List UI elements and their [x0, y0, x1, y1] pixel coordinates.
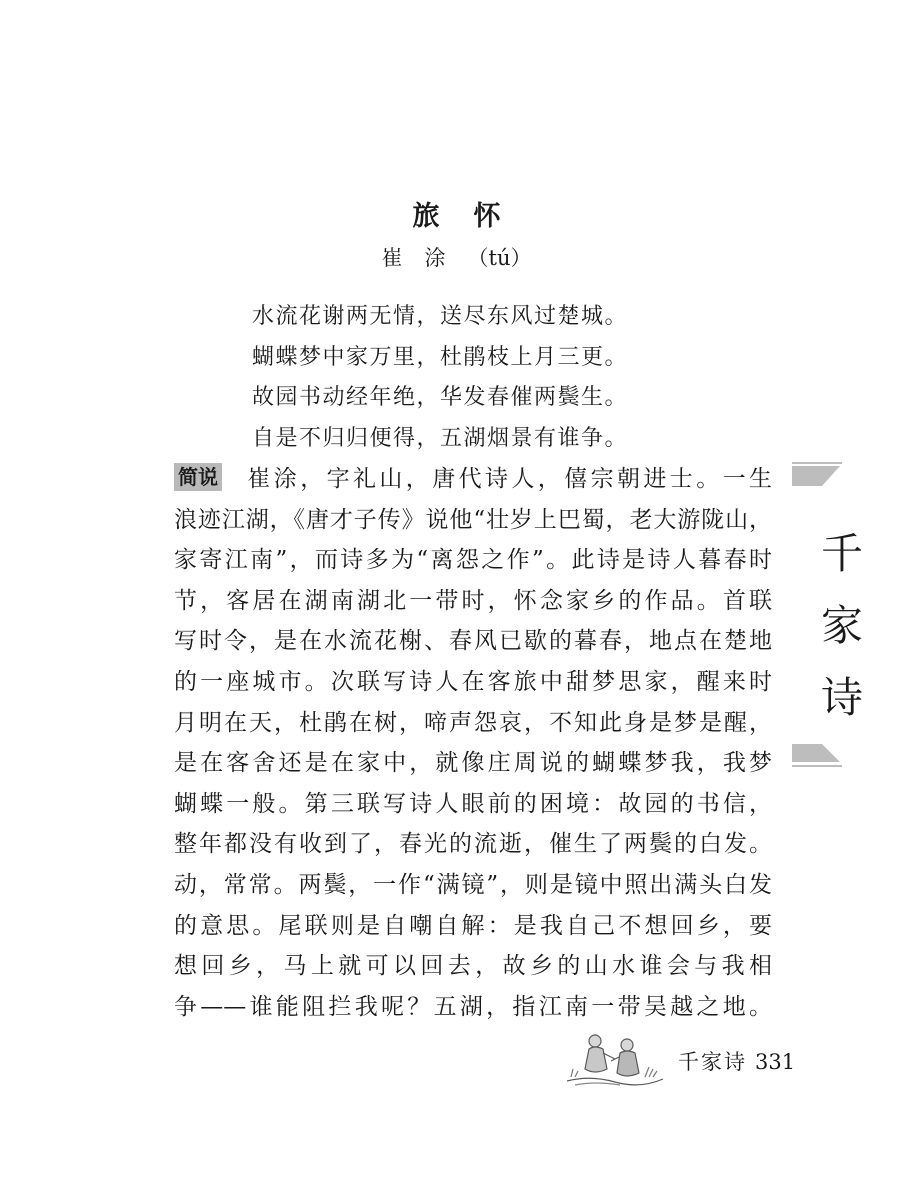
commentary-row: 争——谁能阻拦我呢？五湖，指江南一带吴越之地。	[174, 993, 772, 1020]
side-tab-label	[792, 518, 892, 734]
poem-line: 自是不归归便得，五湖烟景有谁争。	[252, 425, 629, 451]
author-reading: （tú）	[467, 246, 532, 270]
side-tab	[792, 462, 913, 767]
poem-line: 蝴蝶梦中家万里，杜鹃枝上月三更。	[252, 344, 629, 370]
commentary-row: 节，客居在湖南湖北一带时，怀念家乡的作品。首联	[174, 587, 772, 614]
poem-line: 水流花谢两无情，送尽东风过楚城。	[252, 304, 629, 329]
commentary-row: 月明在天，杜鹃在树，啼声怨哀，不知此身是梦是醒，	[174, 709, 772, 736]
poem-author	[0, 243, 913, 273]
poem-title: 旅怀	[412, 201, 535, 232]
side-tab-char: 家	[820, 601, 863, 650]
footer-book-title: 千家诗	[678, 1050, 747, 1074]
commentary-text: 崔涂，字礼山，唐代诗人，僖宗朝进士。一生	[244, 466, 772, 492]
commentary-badge: 简说	[174, 463, 222, 491]
author-name: 崔涂	[381, 246, 468, 270]
page-number: 331	[755, 1050, 796, 1074]
two-scholars-illustration-icon	[565, 1027, 665, 1087]
poem-body	[252, 297, 682, 459]
commentary-row: 动，常常。两鬓，一作“满镜”，则是镜中照出满头白发	[174, 871, 772, 898]
commentary-row: 写时令，是在水流花榭、春风已歇的暮春，地点在楚地	[174, 628, 772, 655]
commentary-row: 是在客舍还是在家中，就像庄周说的蝴蝶梦我，我梦	[174, 750, 772, 777]
commentary-row: 浪迹江湖，《唐才子传》说他“壮岁上巴蜀，老大游陇山，	[174, 506, 772, 533]
commentary-row: 的一座城市。次联写诗人在客旅中甜梦思家，醒来时	[174, 668, 772, 695]
side-tab-char: 千	[820, 529, 863, 578]
commentary-row: 蝴蝶一般。第三联写诗人眼前的困境：故园的书信，	[174, 790, 772, 817]
commentary-row: 家寄江南”，而诗多为“离怨之作”。此诗是诗人暮春时	[174, 547, 772, 574]
side-tab-char: 诗	[820, 673, 863, 722]
page-footer	[678, 1047, 795, 1077]
commentary	[174, 459, 772, 1027]
poem-line: 故园书动经年绝，华发春催两鬓生。	[252, 385, 629, 410]
commentary-row: 想回乡，马上就可以回去，故乡的山水谁会与我相	[174, 953, 772, 980]
commentary-row: 的意思。尾联则是自嘲自解：是我自己不想回乡，要	[174, 912, 772, 939]
commentary-row: 整年都没有收到了，春光的流逝，催生了两鬓的白发。	[174, 831, 772, 858]
commentary-row	[174, 459, 772, 500]
